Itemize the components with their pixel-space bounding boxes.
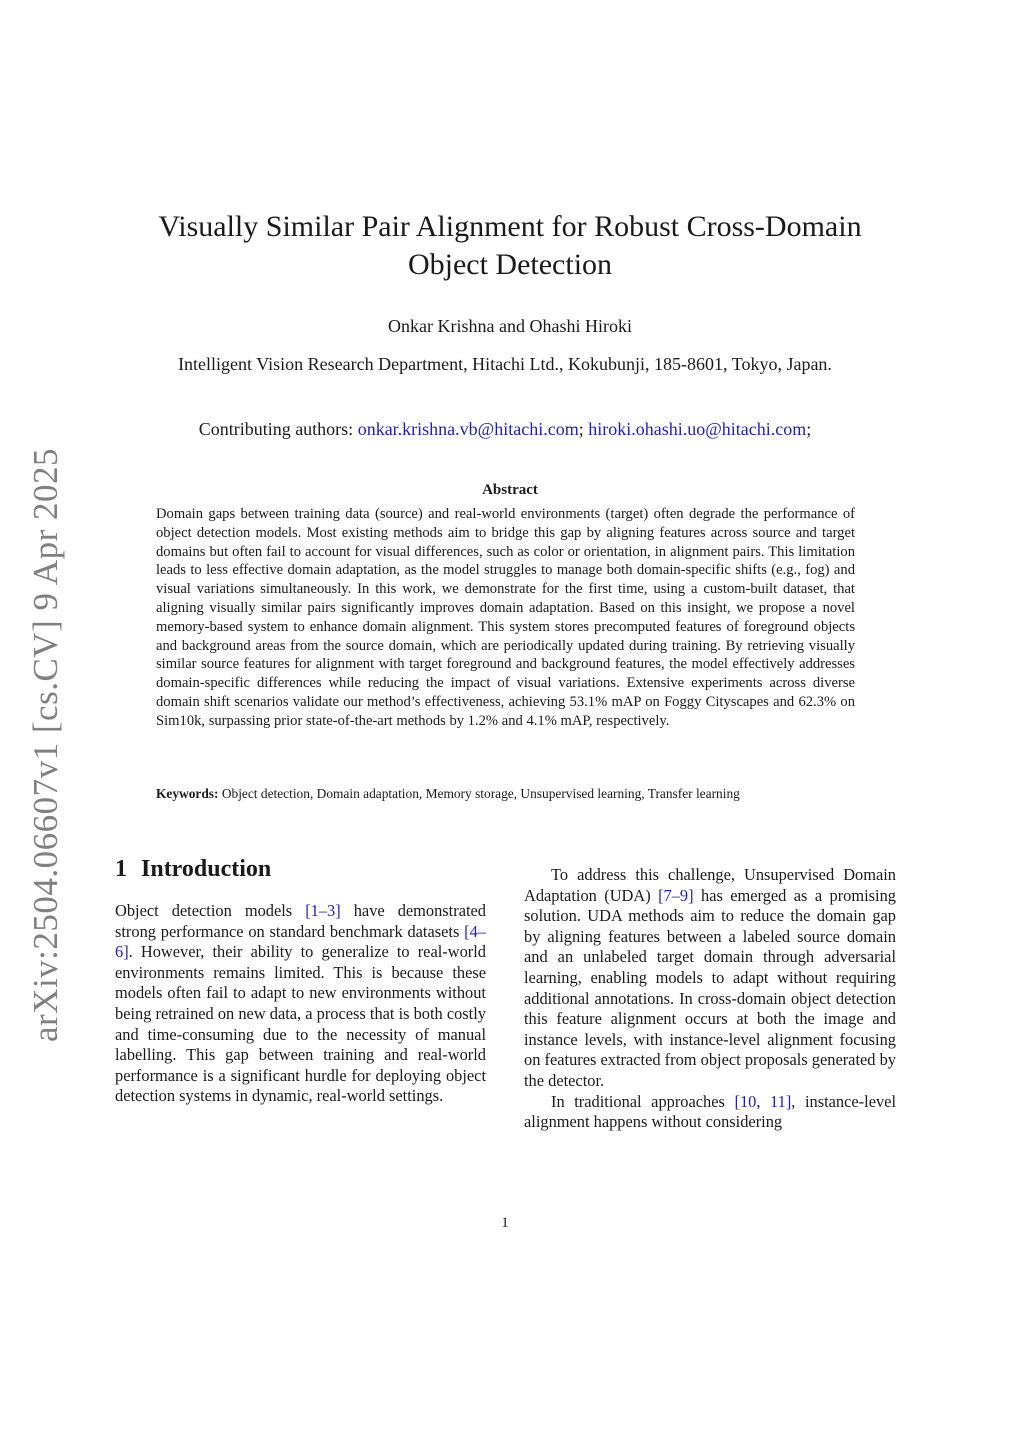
intro-paragraph-2	[524, 865, 896, 1092]
text-run: has emerged as a promising solution. UDA methods aim to reduce the domain gap by aligning features between a labeled source domain and an unlabeled target domain through adversarial learning, enabling models to adapt without requiring additional annotations. In cross-domain object detection this feature alignment occurs at both the image and instance levels, with instance-level alignment focusing on features extracted from object proposals generated by the detector.	[524, 885, 897, 1090]
text-run: . However, their ability to generalize to real-world environments remains limited. This is because these models often fail to adapt to new environments without being retrained on new data, a process that is both costly and time-consuming due to the necessity of manual labelling. This gap between training and real-world performance is a significant hurdle for deploying object detection systems in dynamic, real-world settings.	[115, 942, 486, 1106]
section-number: 1	[115, 856, 127, 882]
arxiv-side-stamp: arXiv:2504.06607v1 [cs.CV] 9 Apr 2025	[26, 447, 65, 1043]
abstract-body: Domain gaps between training data (source) and real-world environments (target) often degrade the performance of object detection models. Most existing methods aim to bridge this gap by aligning features across source and target domains but often fail to account for visual differences, such as color or orientation, in alignment pairs. This limitation leads to less effective domain adaptation, as the model struggles to manage both domain-specific shifts (e.g., fog) and visual variations simultaneously. In this work, we demonstrate for the first time, using a custom-built dataset, that aligning visually similar pairs significantly improves domain adaptation. Based on this insight, we propose a novel memory-based system to enhance domain alignment. This system stores precomputed features of foreground objects and background areas from the source domain, which are periodically updated during training. By retrieving visually similar source features for alignment with target foreground and background features, the model effectively addresses domain-specific differences while reducing the impact of visual variations. Extensive experiments across diverse domain shift scenarios validate our method’s effectiveness, achieving 53.1% mAP on Foggy Cityscapes and 62.3% on Sim10k, surpassing prior state-of-the-art methods by 1.2% and 4.1% mAP, respectively.	[156, 506, 855, 729]
section-title: Introduction	[141, 856, 272, 882]
paper-title: Visually Similar Pair Alignment for Robust Cross-Domain Object Detection	[158, 210, 862, 281]
intro-paragraph-3	[524, 1092, 896, 1133]
page-number: 1	[501, 1215, 509, 1231]
citation-link[interactable]: 11]	[770, 1091, 792, 1111]
text-run: ,	[756, 1091, 771, 1111]
intro-paragraph-1	[115, 901, 486, 1107]
section-heading-introduction	[115, 856, 271, 883]
text-run: , instance-level alignment happens without considering	[524, 1091, 896, 1132]
abstract-heading: Abstract	[482, 482, 538, 498]
keywords-label: Keywords:	[156, 786, 219, 801]
citation-link[interactable]: [1–3]	[305, 901, 341, 920]
text-run: In traditional approaches	[551, 1091, 735, 1111]
citation-link[interactable]: [7–9]	[658, 885, 694, 905]
affiliation-line: Intelligent Vision Research Department, Hitachi Ltd., Kokubunji, 185-8601, Tokyo, Japan.	[178, 354, 832, 374]
citation-link[interactable]: [4–6]	[115, 921, 486, 962]
keywords-text: Object detection, Domain adaptation, Memory storage, Unsupervised learning, Transfer learning	[218, 786, 740, 801]
email-trailing-separator: ;	[806, 419, 812, 439]
authors-line: Onkar Krishna and Ohashi Hiroki	[388, 316, 632, 336]
keywords-line	[156, 786, 866, 802]
left-text-column	[115, 901, 486, 1107]
text-run: To address this challenge, Unsupervised Domain Adaptation (UDA)	[524, 865, 896, 905]
right-text-column	[524, 865, 896, 1133]
text-run: Object detection models	[115, 901, 306, 920]
contributing-authors	[100, 419, 910, 440]
contributing-label: Contributing authors:	[198, 419, 358, 439]
citation-link[interactable]: [10	[734, 1091, 757, 1111]
email-link-ohashi[interactable]: hiroki.ohashi.uo@hitachi.com	[588, 419, 807, 439]
text-run: have demonstrated strong performance on standard benchmark datasets	[115, 901, 486, 941]
email-link-krishna[interactable]: onkar.krishna.vb@hitachi.com	[357, 419, 579, 439]
email-separator: ;	[578, 419, 589, 439]
